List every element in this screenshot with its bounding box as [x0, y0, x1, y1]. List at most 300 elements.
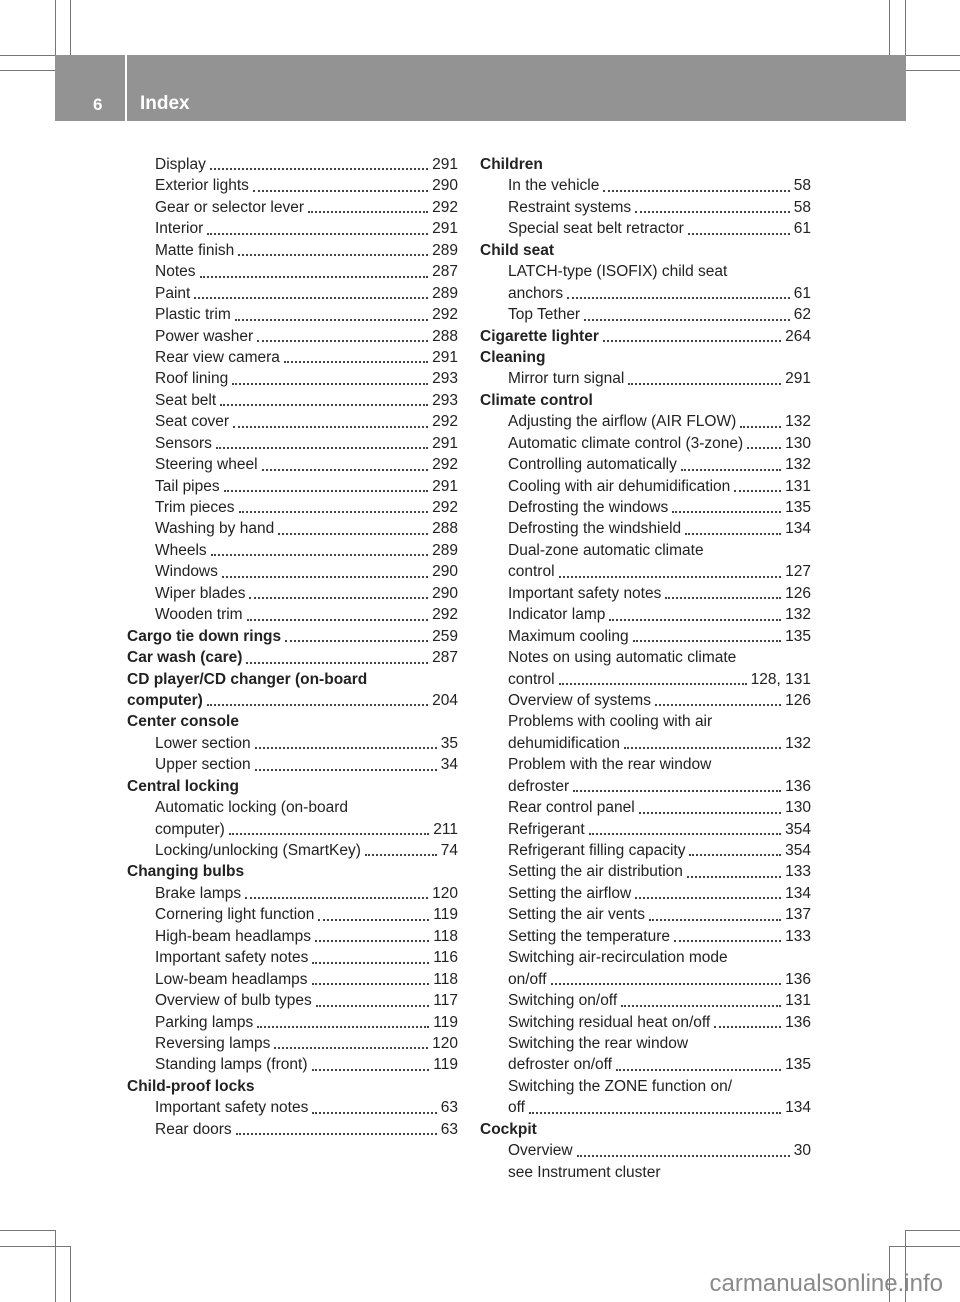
page-reference: 128, 131: [750, 670, 811, 688]
page-reference: 291: [785, 370, 811, 388]
index-entry: [480, 561, 811, 582]
page-reference: 292: [432, 499, 458, 516]
index-entry: [127, 947, 458, 968]
index-entry: [127, 904, 458, 925]
dot-leader: [655, 704, 781, 706]
page-reference: 287: [432, 263, 458, 281]
index-heading: [127, 861, 458, 882]
dot-leader: [316, 1005, 429, 1007]
page-reference: 293: [432, 391, 458, 409]
index-entry: [480, 819, 811, 840]
page-reference: 354: [785, 842, 811, 859]
entry-text: Setting the air distribution: [508, 863, 683, 881]
entry-text: Reversing lamps: [155, 1034, 271, 1052]
page-reference: 137: [785, 906, 811, 924]
crop-mark: [889, 1246, 960, 1247]
entry-text: Car wash (care): [127, 649, 243, 667]
page-reference: 204: [432, 691, 458, 709]
header-divider: [125, 55, 127, 121]
entry-text: Adjusting the airflow (AIR FLOW): [508, 413, 737, 431]
page-reference: 119: [433, 906, 458, 924]
index-entry: [480, 711, 811, 732]
page-reference: 119: [433, 1056, 458, 1074]
dot-leader: [235, 319, 428, 321]
page-reference: 134: [785, 520, 811, 538]
dot-leader: [285, 640, 428, 642]
page-reference: 74: [440, 842, 458, 859]
entry-text: High-beam headlamps: [155, 927, 311, 945]
dot-leader: [207, 704, 428, 706]
page-reference: 61: [793, 284, 811, 302]
entry-text: Tail pipes: [155, 477, 220, 495]
entry-text: Sensors: [155, 434, 212, 452]
page-reference: 130: [785, 434, 811, 452]
page-reference: 292: [432, 198, 458, 216]
dot-leader: [207, 233, 428, 235]
entry-text: Switching the ZONE function on/: [508, 1077, 733, 1095]
entry-text: LATCH-type (ISOFIX) child seat: [508, 263, 728, 281]
dot-leader: [551, 983, 782, 985]
entry-text: Top Tether: [508, 306, 581, 324]
page-reference: 287: [432, 649, 458, 667]
entry-text: Maximum cooling: [508, 627, 629, 645]
dot-leader: [308, 211, 428, 213]
page-title: Index: [140, 93, 190, 114]
dot-leader: [247, 619, 429, 621]
entry-text: Changing bulbs: [127, 863, 245, 881]
dot-leader: [365, 854, 437, 856]
entry-text: Parking lamps: [155, 1013, 254, 1031]
index-entry: [480, 304, 811, 325]
entry-text: Roof lining: [155, 370, 229, 388]
dot-leader: [639, 812, 781, 814]
page-reference: 120: [432, 884, 458, 902]
entry-text: Restraint systems: [508, 198, 632, 216]
index-entry: [127, 240, 458, 261]
crop-mark: [55, 1230, 56, 1302]
entry-text: Cleaning: [480, 348, 546, 366]
entry-text: Child seat: [480, 241, 555, 259]
page-reference: 292: [432, 413, 458, 431]
page-reference: 131: [785, 992, 811, 1010]
dot-leader: [210, 168, 428, 170]
crop-mark: [905, 0, 906, 55]
entry-text: Notes: [155, 263, 196, 281]
entry-text: Trim pieces: [155, 499, 235, 516]
page-reference: 58: [793, 198, 811, 216]
page-reference: 290: [432, 563, 458, 581]
index-heading: [480, 326, 811, 347]
entry-text: Children: [480, 156, 543, 173]
dot-leader: [603, 340, 781, 342]
entry-text: Wooden trim: [155, 606, 243, 624]
entry-text: Switching on/off: [508, 992, 618, 1010]
index-entry: [127, 1054, 458, 1075]
index-entry: [480, 754, 811, 775]
entry-text: Standing lamps (front): [155, 1056, 308, 1074]
page-reference: 292: [432, 306, 458, 324]
page-reference: 126: [785, 584, 811, 602]
index-entry: [127, 1033, 458, 1054]
dot-leader: [573, 790, 781, 792]
entry-text: Locking/unlocking (SmartKey): [155, 842, 361, 859]
entry-text: computer): [127, 691, 203, 709]
dot-leader: [249, 597, 428, 599]
entry-text: Important safety notes: [155, 949, 309, 967]
index-entry: [127, 754, 458, 775]
dot-leader: [628, 383, 781, 385]
index-entry: [480, 411, 811, 432]
index-heading: [127, 669, 458, 690]
index-entry: [480, 518, 811, 539]
index-heading: [480, 154, 811, 175]
page-reference: 289: [432, 241, 458, 259]
index-entry: [480, 454, 811, 475]
crop-mark: [905, 1230, 960, 1231]
index-entry: [127, 326, 458, 347]
dot-leader: [685, 533, 781, 535]
index-entry: [127, 1097, 458, 1118]
page-reference: 134: [785, 1099, 811, 1117]
entry-text: Setting the airflow: [508, 884, 632, 902]
dot-leader: [687, 876, 781, 878]
dot-leader: [239, 511, 429, 513]
page-reference: 211: [433, 820, 458, 838]
entry-text: Problems with cooling with air: [508, 713, 713, 731]
dot-leader: [318, 919, 429, 921]
index-entry: [480, 497, 811, 518]
page-reference: 134: [785, 884, 811, 902]
entry-text: control: [508, 563, 555, 581]
page-reference: 131: [785, 477, 811, 495]
page-reference: 288: [432, 520, 458, 538]
dot-leader: [747, 447, 781, 449]
dot-leader: [224, 490, 429, 492]
dot-leader: [255, 747, 437, 749]
entry-text: Dual-zone automatic climate: [508, 541, 704, 559]
dot-leader: [246, 662, 428, 664]
dot-leader: [559, 576, 782, 578]
dot-leader: [262, 469, 429, 471]
index-entry: [127, 154, 458, 175]
entry-text: Wheels: [155, 541, 207, 559]
dot-leader: [200, 276, 429, 278]
index-entry: [480, 197, 811, 218]
entry-text: Refrigerant filling capacity: [508, 842, 686, 859]
index-entry: [480, 947, 811, 968]
entry-text: Switching air-recirculation mode: [508, 949, 728, 967]
page-reference: 61: [793, 220, 811, 238]
index-entry: [480, 433, 811, 454]
entry-text: Interior: [155, 220, 204, 238]
entry-text: control: [508, 670, 555, 688]
dot-leader: [559, 683, 747, 685]
index-entry: [127, 819, 458, 840]
page-reference: 291: [432, 220, 458, 238]
crop-mark: [889, 0, 890, 55]
entry-text: dehumidification: [508, 734, 621, 752]
dot-leader: [216, 447, 428, 449]
dot-leader: [672, 511, 781, 513]
entry-text: Special seat belt retractor: [508, 220, 684, 238]
index-entry: [127, 347, 458, 368]
index-entry: [480, 904, 811, 925]
index-entry: [127, 969, 458, 990]
crop-mark: [906, 55, 960, 56]
page-reference: 135: [785, 499, 811, 516]
entry-text: Steering wheel: [155, 456, 258, 474]
page-reference: 120: [432, 1034, 458, 1052]
entry-text: Automatic locking (on-board: [155, 799, 348, 817]
entry-text: Mirror turn signal: [508, 370, 625, 388]
page-reference: 288: [432, 327, 458, 345]
entry-text: Seat belt: [155, 391, 217, 409]
index-entry: [127, 1012, 458, 1033]
page-reference: 126: [785, 691, 811, 709]
entry-text: on/off: [508, 970, 547, 988]
watermark: carmanualsonline.info: [709, 1270, 943, 1297]
page-reference: 63: [440, 1120, 458, 1138]
index-entry: [127, 604, 458, 625]
index-entry: [480, 1012, 811, 1033]
dot-leader: [529, 1112, 781, 1114]
entry-text: Rear control panel: [508, 799, 635, 817]
index-entry: [480, 797, 811, 818]
page-reference: 34: [440, 756, 458, 774]
entry-text: Rear view camera: [155, 348, 280, 366]
crop-mark: [70, 0, 71, 55]
entry-text: off: [508, 1099, 525, 1117]
dot-leader: [284, 361, 428, 363]
page-reference: 264: [785, 327, 811, 345]
page-reference: 291: [432, 434, 458, 452]
dot-leader: [220, 404, 428, 406]
index-entry: [480, 690, 811, 711]
entry-text: Setting the air vents: [508, 906, 645, 924]
entry-text: Lower section: [155, 734, 251, 752]
dot-leader: [257, 1026, 429, 1028]
index-entry: [480, 583, 811, 604]
dot-leader: [635, 211, 790, 213]
crop-mark: [55, 0, 56, 55]
index-entry: [480, 1033, 811, 1054]
dot-leader: [253, 190, 428, 192]
index-entry: [480, 283, 811, 304]
page-reference: 259: [432, 627, 458, 645]
dot-leader: [274, 1047, 428, 1049]
dot-leader: [567, 297, 790, 299]
page-reference: 118: [433, 970, 458, 988]
page-reference: 63: [440, 1099, 458, 1117]
dot-leader: [245, 897, 428, 899]
dot-leader: [211, 554, 428, 556]
index-entry: [480, 218, 811, 239]
entry-text: Center console: [127, 713, 239, 731]
entry-text: Paint: [155, 284, 191, 302]
index-entry: [127, 1119, 458, 1140]
index-heading: [480, 240, 811, 261]
dot-leader: [232, 383, 428, 385]
dot-leader: [624, 747, 781, 749]
page-reference: 133: [785, 863, 811, 881]
entry-text: Display: [155, 156, 206, 173]
entry-text: Matte finish: [155, 241, 235, 259]
index-entry: [127, 561, 458, 582]
dot-leader: [312, 1069, 430, 1071]
index-entry: [127, 476, 458, 497]
entry-text: see Instrument cluster: [508, 1163, 661, 1181]
index-entry: [480, 990, 811, 1011]
dot-leader: [233, 426, 428, 428]
page-reference: 117: [433, 992, 458, 1010]
entry-text: Climate control: [480, 391, 593, 409]
entry-text: computer): [155, 820, 225, 838]
page-reference: 132: [785, 606, 811, 624]
page-reference: 292: [432, 456, 458, 474]
index-entry: [127, 990, 458, 1011]
index-entry: [480, 733, 811, 754]
index-entry: [127, 218, 458, 239]
dot-leader: [312, 962, 429, 964]
page-reference: 119: [433, 1013, 458, 1031]
entry-text: Plastic trim: [155, 306, 231, 324]
index-heading: [480, 1119, 811, 1140]
entry-text: anchors: [508, 284, 564, 302]
index-entry: [480, 626, 811, 647]
entry-text: Important safety notes: [155, 1099, 309, 1117]
entry-text: Switching the rear window: [508, 1034, 689, 1052]
index-entry: [127, 926, 458, 947]
entry-text: Child-proof locks: [127, 1077, 255, 1095]
index-entry: [480, 776, 811, 797]
index-entry: [127, 175, 458, 196]
entry-text: In the vehicle: [508, 177, 600, 195]
entry-text: Overview: [508, 1142, 573, 1160]
dot-leader: [194, 297, 428, 299]
index-entry: [127, 733, 458, 754]
page-reference: 293: [432, 370, 458, 388]
index-heading: [127, 776, 458, 797]
entry-text: Overview of systems: [508, 691, 651, 709]
index-column-left: [127, 154, 458, 1140]
dot-leader: [584, 319, 790, 321]
index-entry: [480, 540, 811, 561]
dot-leader: [688, 233, 790, 235]
page-reference: 58: [793, 177, 811, 195]
page-reference: 136: [785, 1013, 811, 1031]
page-reference: 118: [433, 927, 458, 945]
index-entry: [480, 368, 811, 389]
dot-leader: [665, 597, 781, 599]
index-entry: [480, 1140, 811, 1161]
index-entry: [127, 390, 458, 411]
page-reference: 133: [785, 927, 811, 945]
index-heading: [127, 711, 458, 732]
dot-leader: [222, 576, 428, 578]
index-entry: [480, 1162, 811, 1183]
page-reference: 289: [432, 541, 458, 559]
dot-leader: [609, 619, 781, 621]
dot-leader: [714, 1026, 781, 1028]
index-entry: [127, 197, 458, 218]
index-entry: [480, 969, 811, 990]
index-heading: [127, 647, 458, 668]
page-reference: 35: [440, 734, 458, 752]
dot-leader: [255, 769, 437, 771]
crop-mark: [0, 70, 55, 71]
entry-text: Central locking: [127, 777, 239, 795]
entry-text: Cigarette lighter: [480, 327, 599, 345]
index-entry: [127, 540, 458, 561]
index-entry: [480, 1054, 811, 1075]
page-header: [55, 55, 906, 121]
index-entry: [127, 368, 458, 389]
index-entry: [127, 583, 458, 604]
dot-leader: [674, 940, 781, 942]
entry-text: Rear doors: [155, 1120, 232, 1138]
page-reference: 291: [432, 156, 458, 173]
page-reference: 116: [433, 949, 458, 967]
dot-leader: [312, 1112, 436, 1114]
entry-text: Wiper blades: [155, 584, 246, 602]
page-reference: 132: [785, 734, 811, 752]
crop-mark: [70, 1246, 71, 1302]
dot-leader: [589, 833, 781, 835]
dot-leader: [278, 533, 428, 535]
index-entry: [480, 926, 811, 947]
entry-text: Defrosting the windows: [508, 499, 669, 516]
index-entry: [127, 454, 458, 475]
index-entry: [480, 861, 811, 882]
page-reference: 62: [793, 306, 811, 324]
entry-text: Defrosting the windshield: [508, 520, 682, 538]
entry-text: Seat cover: [155, 413, 230, 431]
crop-mark: [0, 55, 55, 56]
index-entry: [480, 604, 811, 625]
index-entry: [480, 840, 811, 861]
page-reference: 292: [432, 606, 458, 624]
entry-text: Cooling with air dehumidification: [508, 477, 731, 495]
index-column-right: [480, 154, 811, 1183]
entry-text: Switching residual heat on/off: [508, 1013, 711, 1031]
index-entry: [127, 518, 458, 539]
dot-leader: [621, 1005, 781, 1007]
dot-leader: [577, 1155, 790, 1157]
index-entry: [127, 497, 458, 518]
entry-text: defroster: [508, 777, 570, 795]
entry-text: Upper section: [155, 756, 251, 774]
index-entry: [127, 261, 458, 282]
entry-text: Refrigerant: [508, 820, 585, 838]
index-entry: [480, 647, 811, 668]
page-reference: 290: [432, 584, 458, 602]
index-entry: [127, 411, 458, 432]
index-entry: [127, 283, 458, 304]
index-entry: [480, 669, 811, 690]
crop-mark: [906, 70, 960, 71]
entry-text: Brake lamps: [155, 884, 242, 902]
entry-text: Automatic climate control (3-zone): [508, 434, 744, 452]
dot-leader: [633, 640, 782, 642]
entry-text: Indicator lamp: [508, 606, 606, 624]
entry-text: Cornering light function: [155, 906, 315, 924]
page-reference: 289: [432, 284, 458, 302]
page-reference: 30: [793, 1142, 811, 1160]
page-number: 6: [93, 95, 103, 114]
index-entry: [480, 1097, 811, 1118]
entry-text: Important safety notes: [508, 584, 662, 602]
dot-leader: [238, 254, 428, 256]
